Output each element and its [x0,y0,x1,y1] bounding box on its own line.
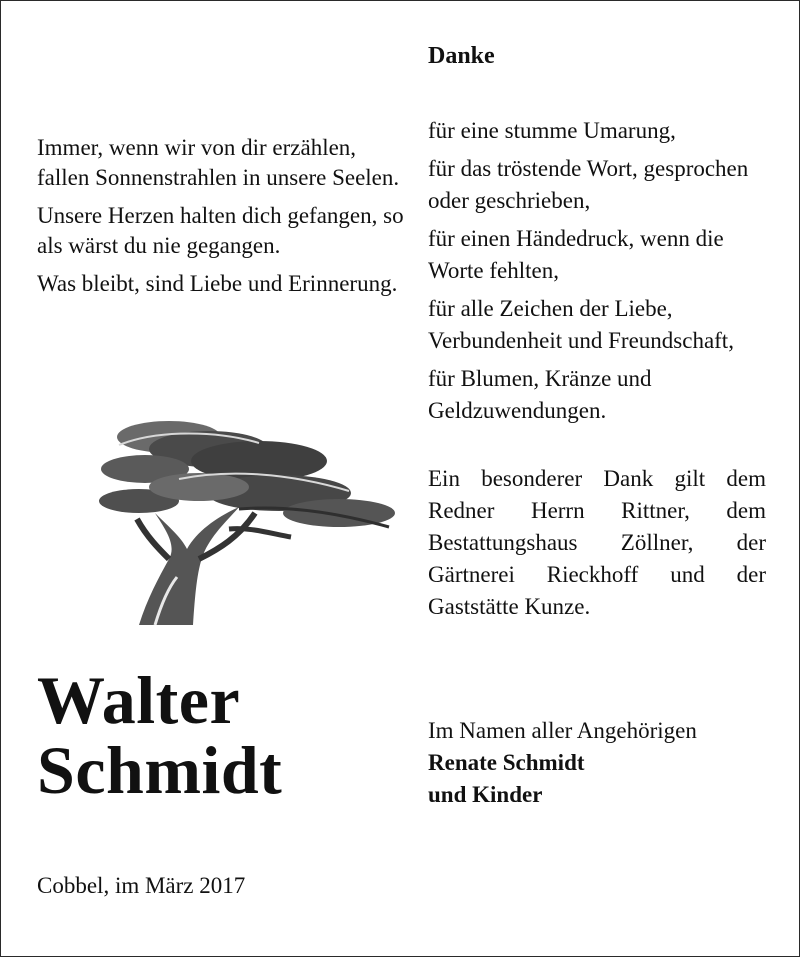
thanks-list [428,115,768,433]
special-thanks: Ein besonderer Dank gilt dem Redner Herrn Rittner, dem Bestattungshaus Zöllner, der Gärtnerei Rieckhoff und der Gaststätte Kunze. [428,466,766,619]
deceased-name [37,662,283,808]
thanks-item: für Blumen, Kränze und Geldzuwendungen. [428,366,652,423]
poem-stanza: Was bleibt, sind Liebe und Erinnerung. [37,271,398,296]
signature-intro: Im Namen aller Angehörigen [428,718,697,743]
signature [428,715,697,811]
last-name: Schmidt [37,732,283,808]
poem [37,133,407,307]
poem-stanza: Immer, wenn wir von dir erzählen, fallen Sonnenstrahlen in unsere Seelen. [37,135,400,190]
signature-name: Renate Schmidt [428,750,585,775]
thanks-item: für alle Zeichen der Liebe, Verbundenheit und Freundschaft, [428,296,734,353]
place-date: Cobbel, im März 2017 [37,873,246,898]
thanks-title: Danke [428,43,495,69]
windswept-tree-icon [99,409,399,625]
signature-family: und Kinder [428,782,543,807]
poem-stanza: Unsere Herzen halten dich gefangen, so als wärst du nie gegangen. [37,203,404,258]
thanks-item: für das tröstende Wort, gesprochen oder geschrieben, [428,156,749,213]
first-name: Walter [37,662,241,738]
thanks-item: für einen Händedruck, wenn die Worte fehlten, [428,226,724,283]
thanks-item: für eine stumme Umarung, [428,118,676,143]
